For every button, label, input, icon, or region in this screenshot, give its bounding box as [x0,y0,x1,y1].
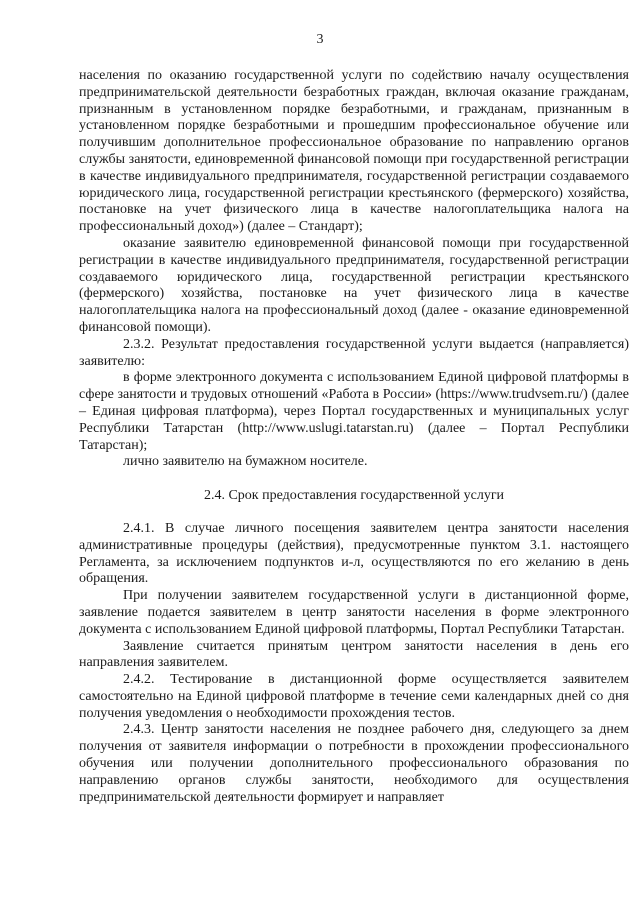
paragraph-application-accepted: Заявление считается принятым центром занятости населения в день его направления заявителем. [79,638,629,671]
paragraph-financial-aid: оказание заявителю единовременной финансовой помощи при государственной регистрации в качестве индивидуального предпринимателя, государственной регистрации создаваемого юридического лица, государственной регистрации крестьянского (фермерского) хозяйства, постановке на учет физического лица в качестве налогоплательщика налога на профессиональный доход (далее - оказание единовременной финансовой помощи). [79,235,629,335]
paragraph-2-4-2: 2.4.2. Тестирование в дистанционной форме осуществляется заявителем самостоятельно на Единой цифровой платформе в течение семи календарных дней со дня получения уведомления о необходимости прохождения тестов. [79,672,629,721]
document-body [79,68,629,806]
paragraph-electronic-form: в форме электронного документа с использованием Единой цифровой платформы в сфере занятости и трудовых отношений «Работа в России» (https://www.trudvsem.ru/) (далее – Единая цифровая платформа), через Портал государственных и муниципальных услуг Республики Татарстан (http://www.uslugi.tatarstan.ru) (далее – Портал Республики Татарстан); [79,370,629,453]
page-number: 3 [316,32,324,47]
paragraph-2-4-3: 2.4.3. Центр занятости населения не позднее рабочего дня, следующего за днем получения от заявителя информации о потребности в прохождении профессионального обучения или получении дополнительного профессионального образования по направлению органов службы занятости, необходимого для осуществления предпринимательской деятельности формирует и направляет [79,722,629,805]
paragraph-2-3-2: 2.3.2. Результат предоставления государственной услуги выдается (направляется) заявителю: [79,336,629,369]
section-heading: 2.4. Срок предоставления государственной услуги [203,488,505,504]
paragraph-2-4-1: 2.4.1. В случае личного посещения заявителем центра занятости населения административные процедуры (действия), предусмотренные пунктом 3.1. настоящего Регламента, за исключением подпунктов и-л, осуществляются по его желанию в день обращения. [79,520,629,587]
paragraph-paper-form: лично заявителю на бумажном носителе. [123,454,368,470]
paragraph-standard-continuation: населения по оказанию государственной услуги по содействию началу осуществления предпринимательской деятельности безработных граждан, включая оказание гражданам, признанным в установленном порядке безработными, и гражданам, признанным в установленном порядке безработными и прошедшим профессиональное обучение или получившим дополнительное профессиональное образование по направлению органов службы занятости, единовременной финансовой помощи при государственной регистрации в качестве индивидуального предпринимателя, государственной регистрации создаваемого юридического лица, государственной регистрации крестьянского (фермерского) хозяйства, постановке на учет физического лица в качестве налогоплательщика налога на профессиональный доход») (далее – Стандарт); [79,68,629,235]
paragraph-remote-form: При получении заявителем государственной услуги в дистанционной форме, заявление подается заявителем в центр занятости населения в форме электронного документа с использованием Единой цифровой платформы, Портал Республики Татарстан. [79,588,629,637]
